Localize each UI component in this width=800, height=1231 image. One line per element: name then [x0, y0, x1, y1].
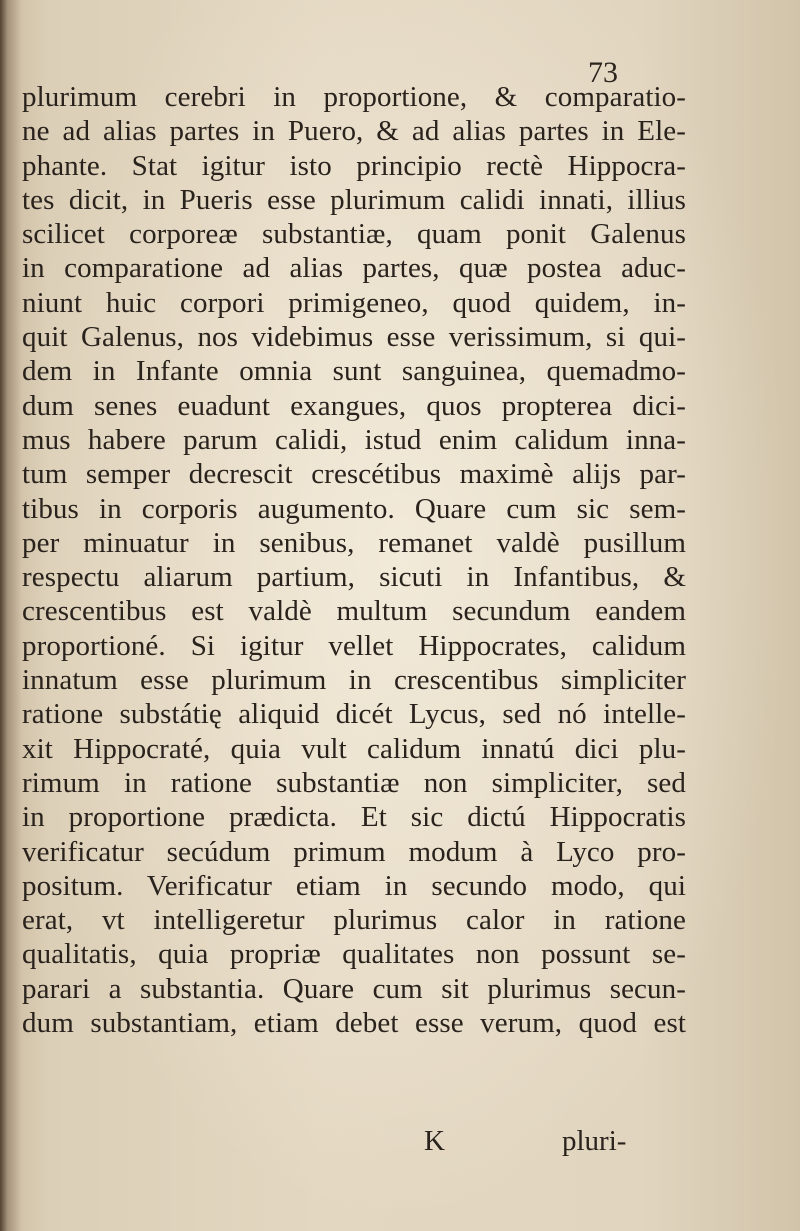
- text-line: tes dicit, in Pueris esse plurimum calidi innati, illius: [22, 183, 686, 216]
- catchword: pluri-: [562, 1125, 627, 1157]
- text-line: plurimum cerebri in proportione, & comparatio-: [22, 81, 686, 113]
- text-line: positum. Verificatur etiam in secundo modo, qui: [22, 869, 686, 902]
- text-line: tum semper decrescit crescétibus maximè alijs par-: [22, 458, 686, 491]
- gutter-shadow: [0, 0, 22, 1231]
- text-line: dem in Infante omnia sunt sanguinea, quemadmo-: [22, 355, 686, 388]
- text-line: scilicet corporeæ substantiæ, quam ponit Galenus: [22, 218, 686, 251]
- text-line: respectu aliarum partium, sicuti in Infantibus, &: [22, 561, 686, 594]
- text-line: innatum esse plurimum in crescentibus simpliciter: [22, 664, 686, 697]
- text-line: erat, vt intelligeretur plurimus calor in ratione: [22, 904, 686, 937]
- text-line: qualitatis, quia propriæ qualitates non possunt se-: [22, 938, 686, 971]
- text-line: quit Galenus, nos videbimus esse verissimum, si qui-: [22, 321, 686, 354]
- signature-mark: K: [424, 1125, 445, 1157]
- text-line: phante. Stat igitur isto principio rectè Hippocra-: [22, 149, 686, 182]
- page-number: 73: [588, 56, 618, 89]
- text-line: niunt huic corpori primigeneo, quod quidem, in-: [22, 286, 686, 319]
- text-line: tibus in corporis augumento. Quare cum sic sem-: [22, 492, 686, 525]
- text-line: in comparatione ad alias partes, quæ postea aduc-: [22, 252, 686, 285]
- text-line: mus habere parum calidi, istud enim calidum inna-: [22, 423, 686, 456]
- text-line: rimum in ratione substantiæ non simpliciter, sed: [22, 766, 686, 799]
- text-line: xit Hippocraté, quia vult calidum innatú dici plu-: [22, 732, 686, 765]
- text-line: dum senes euadunt exangues, quos propterea dici-: [22, 389, 686, 422]
- text-line: ratione substátię aliquid dicét Lycus, sed nó intelle-: [22, 698, 686, 731]
- text-line: per minuatur in senibus, remanet valdè pusillum: [22, 526, 686, 559]
- body-text: [22, 80, 686, 1040]
- text-line: dum substantiam, etiam debet esse verum, quod est: [22, 1007, 686, 1040]
- text-line: proportioné. Si igitur vellet Hippocrates, calidum: [22, 629, 686, 662]
- text-line: verificatur secúdum primum modum à Lyco pro-: [22, 835, 686, 868]
- text-line: ne ad alias partes in Puero, & ad alias partes in Ele-: [22, 115, 686, 148]
- text-line: in proportione prædicta. Et sic dictú Hippocratis: [22, 801, 686, 834]
- page-footer: [0, 1125, 800, 1165]
- text-line: parari a substantia. Quare cum sit plurimus secun-: [22, 972, 686, 1005]
- text-line: crescentibus est valdè multum secundum eandem: [22, 595, 686, 628]
